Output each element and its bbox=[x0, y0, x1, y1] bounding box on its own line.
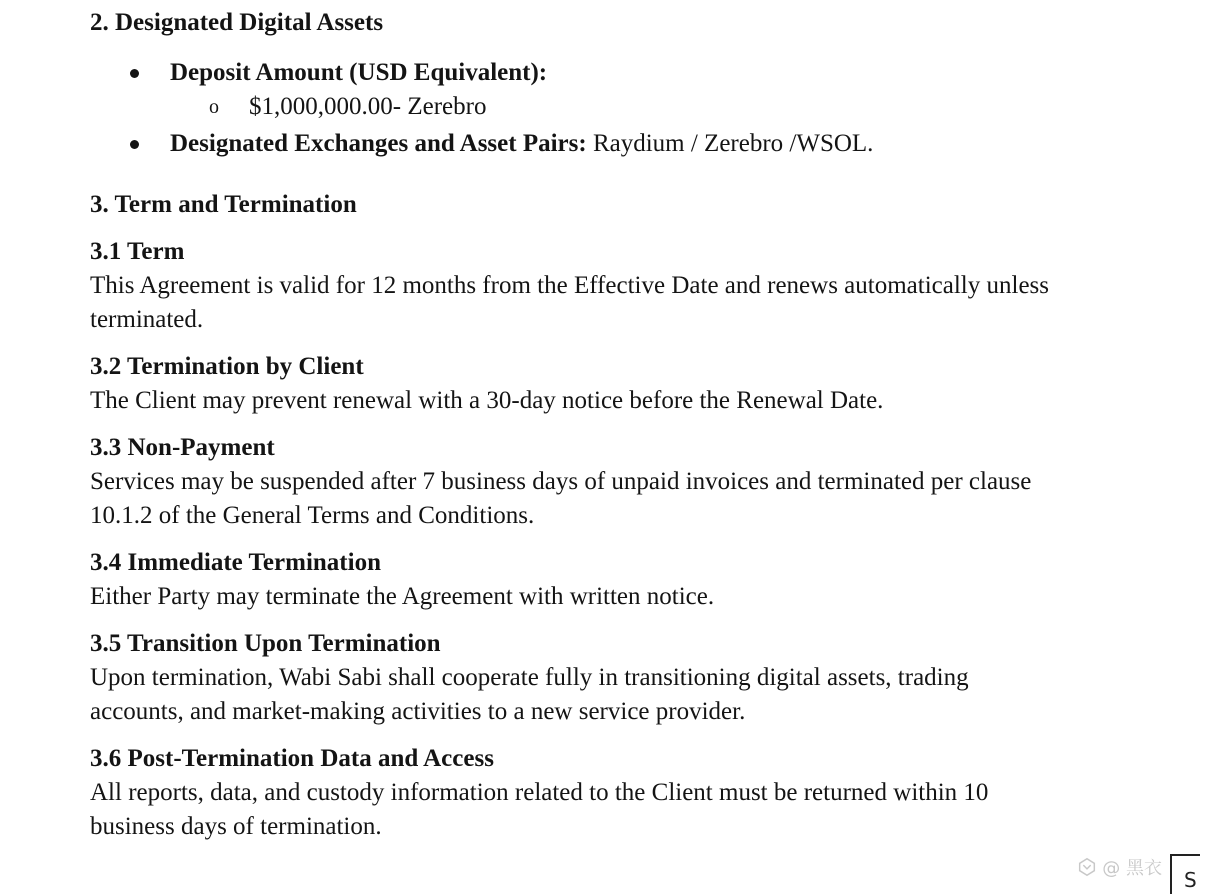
clause-title: 3.2 Termination by Client bbox=[90, 353, 364, 380]
exchanges-label: Designated Exchanges and Asset Pairs: bbox=[170, 130, 587, 157]
clause-3-6 bbox=[90, 742, 1050, 844]
hollow-bullet-icon: o bbox=[209, 96, 219, 118]
deposit-amount-label: Deposit Amount (USD Equivalent): bbox=[170, 59, 548, 86]
clause-title: 3.4 Immediate Termination bbox=[90, 549, 381, 576]
clause-body: The Client may prevent renewal with a 30-day notice before the Renewal Date. bbox=[90, 387, 884, 414]
clause-3-1 bbox=[90, 235, 1110, 337]
deposit-amount-value: $1,000,000.00- Zerebro bbox=[249, 93, 487, 120]
page-edge-corner bbox=[1170, 854, 1200, 894]
clause-3-2 bbox=[90, 350, 1110, 418]
section-2-heading: 2. Designated Digital Assets bbox=[90, 9, 384, 36]
clause-3-3 bbox=[90, 431, 1090, 533]
clause-body: All reports, data, and custody information related to the Client must be returned within 10 business days of termination. bbox=[90, 779, 989, 840]
clause-3-5 bbox=[90, 627, 1030, 729]
clause-body: Services may be suspended after 7 business days of unpaid invoices and terminated per clause 10.1.2 of the General Terms and Conditions. bbox=[90, 468, 1032, 529]
clause-title: 3.1 Term bbox=[90, 238, 185, 265]
watermark-logo-icon bbox=[1076, 856, 1098, 878]
clause-body: Upon termination, Wabi Sabi shall cooperate fully in transitioning digital assets, trading accounts, and market-making activities to a new service provider. bbox=[90, 664, 969, 725]
exchanges-value: Raydium / Zerebro /WSOL. bbox=[586, 130, 874, 157]
clause-3-4 bbox=[90, 546, 1110, 614]
edge-char: S bbox=[1184, 868, 1197, 892]
bullet-dot-icon bbox=[130, 140, 139, 149]
clause-body: Either Party may terminate the Agreement with written notice. bbox=[90, 583, 715, 610]
watermark-text: @ 黑衣 bbox=[1102, 858, 1162, 879]
clause-title: 3.5 Transition Upon Termination bbox=[90, 630, 441, 657]
section-3-heading: 3. Term and Termination bbox=[90, 191, 357, 218]
clause-body: This Agreement is valid for 12 months from the Effective Date and renews automatically unless terminated. bbox=[90, 272, 1049, 333]
bullet-dot-icon bbox=[130, 69, 139, 78]
clause-title: 3.6 Post-Termination Data and Access bbox=[90, 745, 494, 772]
clause-title: 3.3 Non-Payment bbox=[90, 434, 275, 461]
watermark bbox=[1076, 854, 1162, 880]
